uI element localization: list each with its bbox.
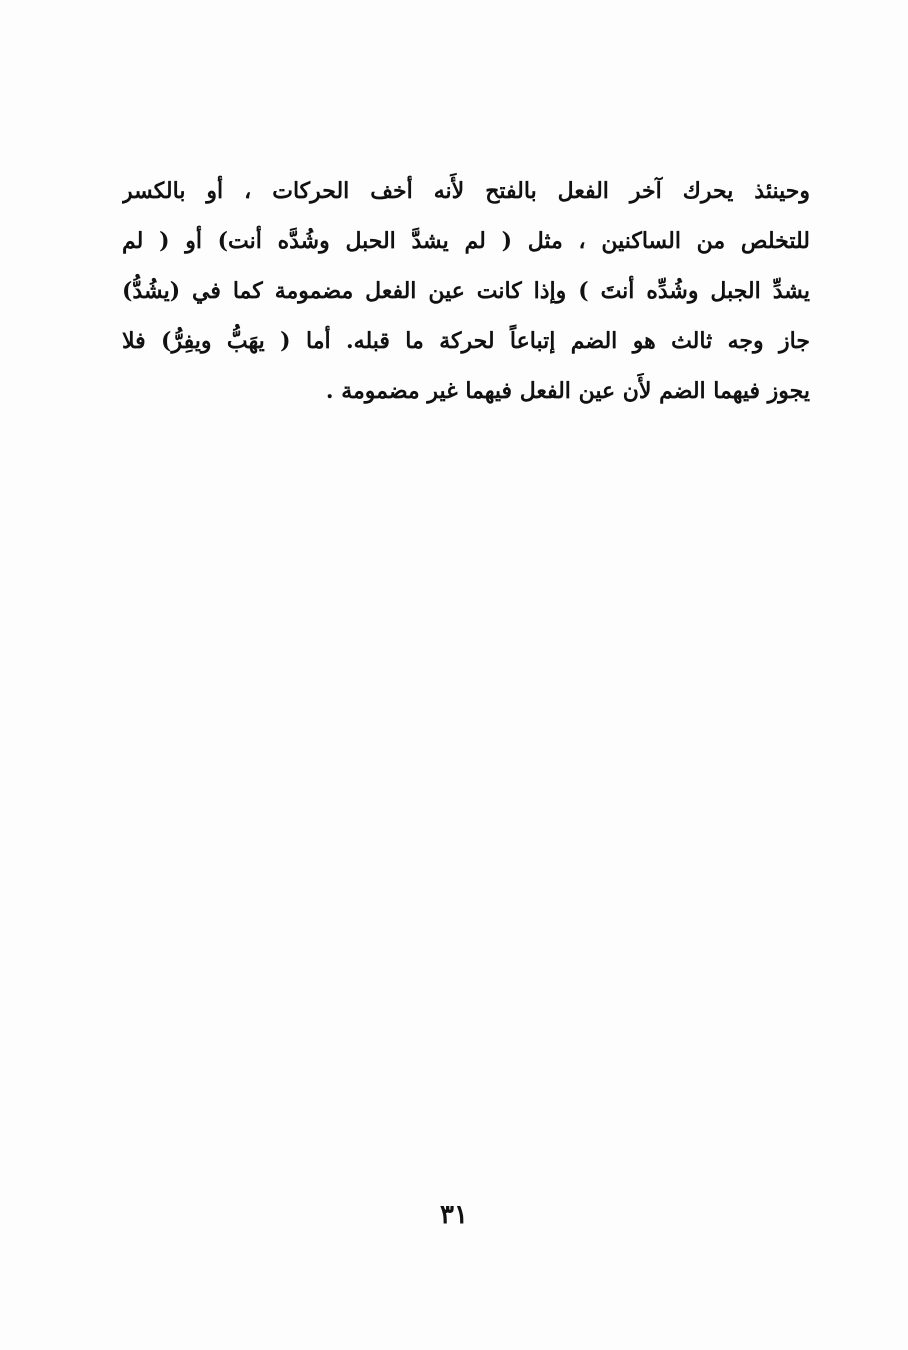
paragraph — [122, 166, 810, 416]
page-number: ٣١ — [440, 1200, 468, 1230]
paragraph-line-3: يشدِّ الجبل وشُدِّه أنتَ ) وإذا كانت عين الفعل مضمومة كما في (يشُدُّ) — [122, 278, 810, 304]
paragraph-line-5: يجوز فيهما الضم لأَن عين الفعل فيهما غير مضمومة . — [325, 378, 810, 404]
paragraph-line-2: للتخلص من الساكنين ، مثل ( لم يشدَّ الحبل وشُدَّه أنت) أو ( لم — [122, 228, 810, 254]
paragraph-line-4: جاز وجه ثالث هو الضم إتباعاً لحركة ما قبله. أما ( يهَبُّ ويفِرُّ) فلا — [122, 328, 810, 354]
paragraph-line-1: وحينئذ يحرك آخر الفعل بالفتح لأَنه أخف الحركات ، أو بالكسر — [122, 178, 810, 204]
